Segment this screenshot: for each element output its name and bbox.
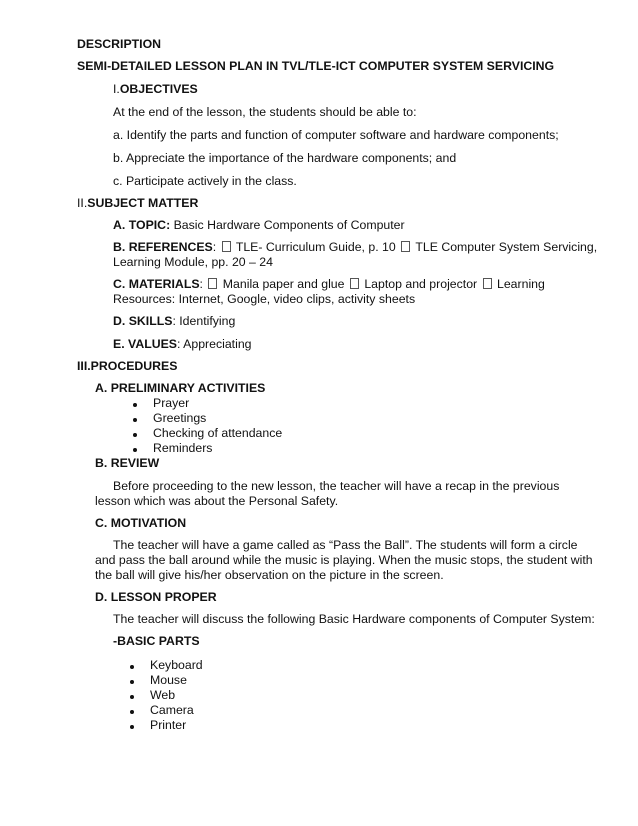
subject-matter-heading: [77, 196, 198, 211]
checkbox-glyph-icon: [350, 278, 359, 289]
bullet-icon: [133, 403, 137, 407]
checkbox-glyph-icon: [208, 278, 217, 289]
objectives-num: I.: [113, 82, 120, 96]
reference-item: TLE- Curriculum Guide, p. 10: [235, 240, 396, 254]
topic-value: Basic Hardware Components of Computer: [170, 218, 405, 232]
references-line-2: Learning Module, pp. 20 – 24: [113, 255, 273, 269]
checkbox-glyph-icon: [401, 241, 410, 252]
skills-line: [113, 314, 235, 329]
bullet-icon: [130, 710, 134, 714]
objectives-intro: At the end of the lesson, the students should be able to:: [113, 105, 417, 119]
bullet-icon: [133, 418, 137, 422]
checkbox-glyph-icon: [222, 241, 231, 252]
procedures-heading: III.PROCEDURES: [77, 359, 178, 373]
skills-value: : Identifying: [172, 314, 236, 328]
list-item: Checking of attendance: [153, 426, 283, 440]
list-item: Printer: [150, 718, 187, 732]
lesson-proper-heading: D. LESSON PROPER: [95, 590, 217, 604]
bullet-icon: [130, 695, 134, 699]
bullet-icon: [130, 680, 134, 684]
materials-line: [113, 277, 545, 292]
document-title: SEMI-DETAILED LESSON PLAN IN TVL/TLE-ICT COMPUTER SYSTEM SERVICING: [77, 59, 555, 73]
values-label: E. VALUES: [113, 337, 177, 351]
description-label: DESCRIPTION: [77, 37, 162, 51]
list-item: Camera: [150, 703, 194, 717]
bullet-icon: [130, 725, 134, 729]
topic-line: [113, 218, 405, 233]
reference-item: TLE Computer System Servicing,: [415, 240, 598, 254]
list-item: Greetings: [153, 411, 207, 425]
list-item: Web: [150, 688, 176, 702]
list-item: Keyboard: [150, 658, 203, 672]
objectives-heading: [113, 82, 198, 97]
review-text: lesson which was about the Personal Safety.: [95, 494, 339, 508]
motivation-text: and pass the ball around while the music is playing. When the music stops, the student with: [95, 553, 593, 567]
objective-item: a. Identify the parts and function of computer software and hardware components;: [113, 128, 559, 142]
bullet-icon: [130, 665, 134, 669]
materials-colon: :: [199, 277, 203, 291]
checkbox-glyph-icon: [483, 278, 492, 289]
lesson-proper-intro: The teacher will discuss the following Basic Hardware components of Computer System:: [113, 612, 595, 626]
references-label: B. REFERENCES: [113, 240, 213, 254]
topic-label: A. TOPIC:: [113, 218, 171, 232]
references-line: [113, 240, 597, 255]
review-text: Before proceeding to the new lesson, the teacher will have a recap in the previous: [113, 479, 560, 493]
list-item: Prayer: [153, 396, 190, 410]
objective-item: c. Participate actively in the class.: [113, 174, 297, 188]
list-item: Reminders: [153, 441, 213, 455]
preliminary-heading: A. PRELIMINARY ACTIVITIES: [95, 381, 266, 395]
materials-line-2: Resources: Internet, Google, video clips, activity sheets: [113, 292, 416, 306]
objectives-title: OBJECTIVES: [119, 82, 198, 96]
material-item: Manila paper and glue: [222, 277, 345, 291]
bullet-icon: [133, 448, 137, 452]
list-item: Mouse: [150, 673, 187, 687]
basic-parts-heading: -BASIC PARTS: [113, 634, 200, 648]
subject-matter-num: II.: [77, 196, 88, 210]
subject-matter-title: SUBJECT MATTER: [87, 196, 199, 210]
motivation-text: The teacher will have a game called as “Pass the Ball”. The students will form a circle: [113, 538, 578, 552]
objective-item: b. Appreciate the importance of the hardware components; and: [113, 151, 457, 165]
values-value: : Appreciating: [177, 337, 252, 351]
material-item: Laptop and projector: [364, 277, 478, 291]
review-heading: B. REVIEW: [95, 456, 160, 470]
bullet-icon: [133, 433, 137, 437]
motivation-heading: C. MOTIVATION: [95, 516, 187, 530]
motivation-text: the ball will give his/her observation on the picture in the screen.: [95, 568, 444, 582]
values-line: [113, 337, 252, 352]
materials-label: C. MATERIALS: [113, 277, 200, 291]
references-colon: :: [212, 240, 217, 254]
skills-label: D. SKILLS: [113, 314, 173, 328]
material-item: Learning: [497, 277, 545, 291]
